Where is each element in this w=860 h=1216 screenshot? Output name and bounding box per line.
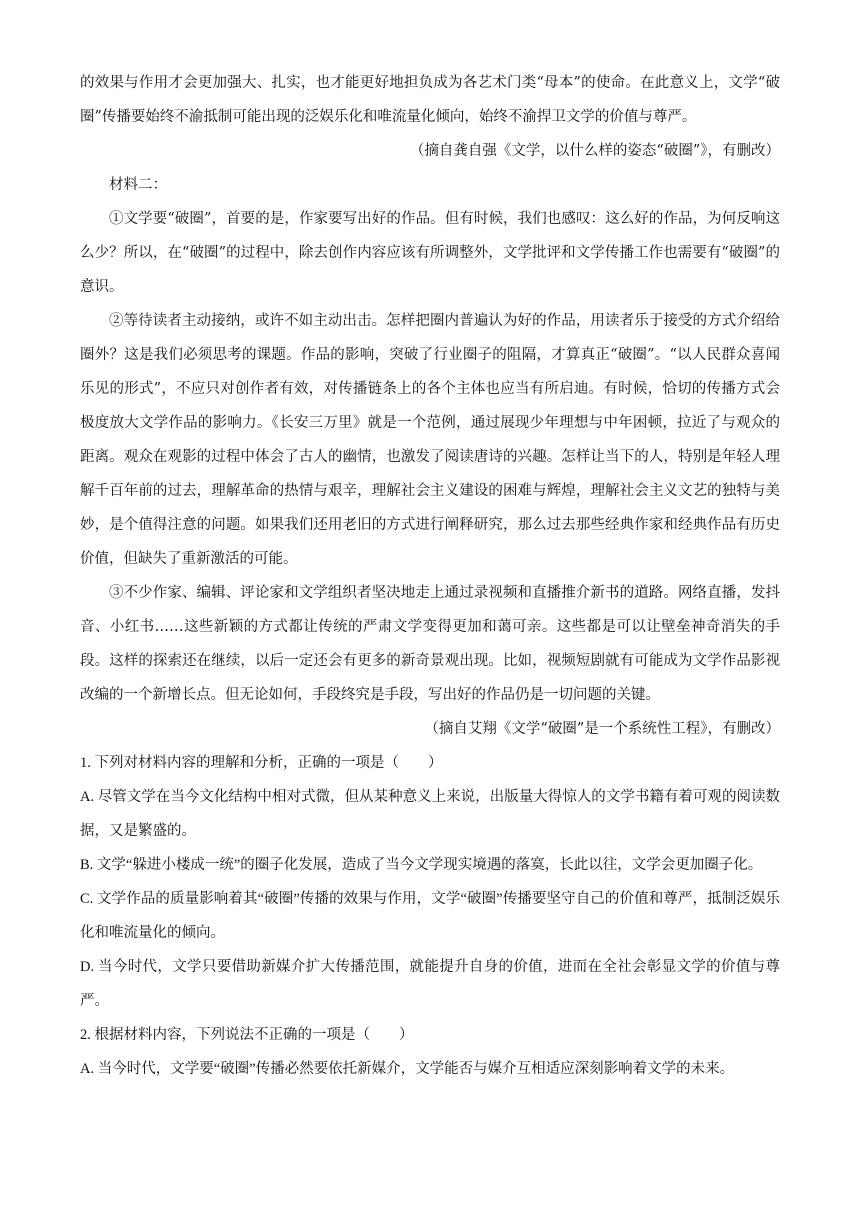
material2-paragraph-1: ①文学要“破圈”，首要的是，作家要写出好的作品。但有时候，我们也感叹：这么好的作品，为何反响这么少？所以，在“破圈”的过程中，除去创作内容应该有所调整外，文学批评和文学传播工作也需要有“破圈”的意识。	[80, 211, 780, 295]
question-1-option-b: B. 文学“躲进小楼成一统”的圈子化发展，造成了当今文学现实境遇的落寞，长此以往，文学会更加圈子化。	[80, 857, 763, 873]
material1-source: （摘自龚自强《文学，以什么样的姿态“破圈”》，有删改）	[409, 143, 780, 159]
question-1-stem: 1. 下列对材料内容的理解和分析，正确的一项是（ ）	[80, 755, 443, 771]
question-1-option-c: C. 文学作品的质量影响着其“破圈”传播的效果与作用，文学“破圈”传播要坚守自己的价值和尊严，抵制泛娱乐化和唯流量化的倾向。	[80, 891, 780, 941]
question-2-option-a: A. 当今时代，文学要“破圈”传播必然要依托新媒介，文学能否与媒介互相适应深刻影响着文学的未来。	[80, 1061, 735, 1077]
question-2-stem: 2. 根据材料内容，下列说法不正确的一项是（ ）	[80, 1027, 414, 1043]
material1-tail-paragraph: 的效果与作用才会更加强大、扎实，也才能更好地担负成为各艺术门类“母本”的使命。在此意义上，文学“破圈”传播要始终不渝抵制可能出现的泛娱乐化和唯流量化倾向，始终不渝捍卫文学的价值与尊严。	[80, 75, 780, 125]
question-1-option-a: A. 尽管文学在当今文化结构中相对式微，但从某种意义上来说，出版量大得惊人的文学书籍有着可观的阅读数据，又是繁盛的。	[80, 789, 780, 839]
question-1-option-d: D. 当今时代，文学只要借助新媒介扩大传播范围，就能提升自身的价值，进而在全社会彰显文学的价值与尊严。	[80, 959, 780, 1009]
material2-heading: 材料二：	[109, 177, 167, 193]
material2-paragraph-3: ③不少作家、编辑、评论家和文学组织者坚决地走上通过录视频和直播推介新书的道路。网络直播，发抖音、小红书……这些新颖的方式都让传统的严肃文学变得更加和蔼可亲。这些都是可以让壁垒神奇消失的手段。这样的探索还在继续，以后一定还会有更多的新奇景观出现。比如，视频短剧就有可能成为文学作品影视改编的一个新增长点。但无论如何，手段终究是手段，写出好的作品仍是一切问题的关键。	[80, 585, 780, 703]
material2-source: （摘自艾翔《文学“破圈”是一个系统性工程》，有删改）	[424, 721, 780, 737]
material2-paragraph-2: ②等待读者主动接纳，或许不如主动出击。怎样把圈内普遍认为好的作品，用读者乐于接受的方式介绍给圈外？这是我们必须思考的课题。作品的影响，突破了行业圈子的阻隔，才算真正“破圈”。“以人民群众喜闻乐见的形式”，不应只对创作者有效，对传播链条上的各个主体也应当有所启迪。有时候，恰切的传播方式会极度放大文学作品的影响力。《长安三万里》就是一个范例，通过展现少年理想与中年困顿，拉近了与观众的距离。观众在观影的过程中体会了古人的幽情，也激发了阅读唐诗的兴趣。怎样让当下的人，特别是年轻人理解千百年前的过去，理解革命的热情与艰辛，理解社会主义建设的困难与辉煌，理解社会主义文艺的独特与美妙，是个值得注意的问题。如果我们还用老旧的方式进行阐释研究，那么过去那些经典作家和经典作品有历史价值，但缺失了重新激活的可能。	[80, 313, 780, 567]
